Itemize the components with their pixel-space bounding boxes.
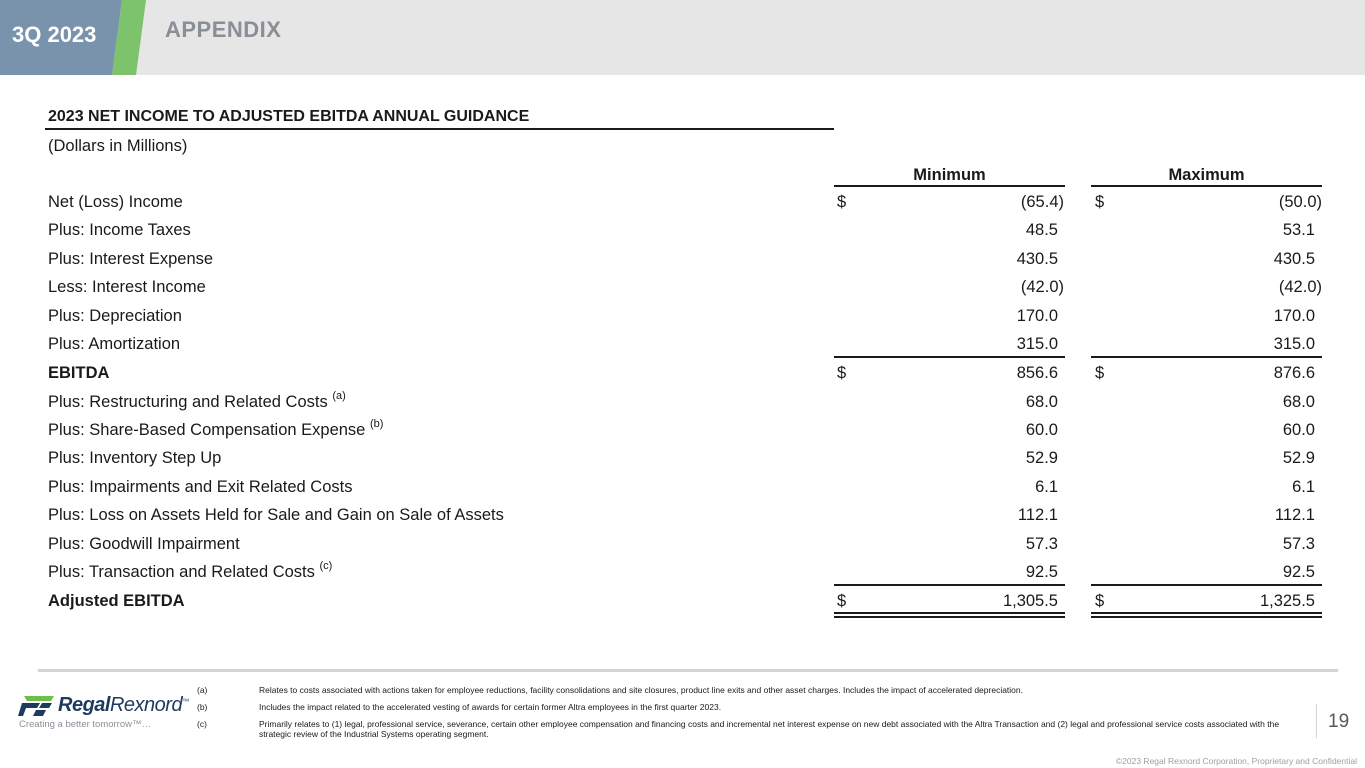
row-label: Plus: Amortization xyxy=(48,335,181,353)
dollar-sign: $ xyxy=(1095,592,1105,610)
minimum-value: 6.1 xyxy=(1035,478,1058,496)
dollar-sign: $ xyxy=(837,592,847,610)
total-rule-minimum xyxy=(834,584,1065,586)
table-row xyxy=(0,250,1365,278)
minimum-value: 856.6 xyxy=(1016,364,1058,382)
minimum-value: (65.4) xyxy=(1020,193,1064,211)
maximum-value: 57.3 xyxy=(1282,535,1315,553)
maximum-value: 315.0 xyxy=(1273,335,1315,353)
minimum-value: (42.0) xyxy=(1020,278,1064,296)
row-label: Less: Interest Income xyxy=(48,278,206,296)
row-label: EBITDA xyxy=(48,364,110,382)
maximum-value: 170.0 xyxy=(1273,307,1315,325)
table-row xyxy=(0,478,1365,506)
row-label: Plus: Interest Expense xyxy=(48,250,214,268)
minimum-value: 52.9 xyxy=(1025,449,1058,467)
row-label: Net (Loss) Income xyxy=(48,193,183,211)
units-label: (Dollars in Millions) xyxy=(48,137,188,155)
footnote-text: Relates to costs associated with actions taken for employee reductions, facility consolidations and site closures, product line exits and other asset charges. Includes the impact of accelerated depreciation. xyxy=(259,685,1023,695)
row-label: Plus: Income Taxes xyxy=(48,221,191,239)
table-row xyxy=(0,278,1365,306)
column-header-maximum: Maximum xyxy=(1168,166,1245,184)
minimum-value: 112.1 xyxy=(1017,506,1058,524)
table-title: 2023 NET INCOME TO ADJUSTED EBITDA ANNUAL GUIDANCE xyxy=(48,108,530,125)
maximum-value: 92.5 xyxy=(1282,563,1315,581)
double-rule-top-maximum xyxy=(1091,612,1322,614)
footnote-key: (a) xyxy=(197,685,208,695)
minimum-value: 68.0 xyxy=(1025,393,1058,411)
footnote-ref: (a) xyxy=(332,390,346,402)
section-title: APPENDIX xyxy=(165,17,282,42)
maximum-value: 876.6 xyxy=(1273,364,1315,382)
row-label-text: Plus: Restructuring and Related Costs xyxy=(48,393,333,411)
table-row xyxy=(0,560,1365,591)
table-row xyxy=(0,335,1365,363)
table-row xyxy=(0,418,1365,449)
dollar-sign: $ xyxy=(1095,364,1105,382)
maximum-value: 52.9 xyxy=(1282,449,1315,467)
row-label-text: Plus: Transaction and Related Costs xyxy=(48,563,320,581)
footnote-key: (b) xyxy=(197,702,208,712)
page-number: 19 xyxy=(1328,711,1350,732)
minimum-value: 57.3 xyxy=(1025,535,1058,553)
table-row xyxy=(0,449,1365,477)
minimum-value: 1,305.5 xyxy=(1002,592,1058,610)
logo-wordmark xyxy=(58,694,189,717)
dollar-sign: $ xyxy=(837,364,847,382)
page-number-divider xyxy=(1316,704,1317,738)
copyright-notice: ©2023 Regal Rexnord Corporation, Proprietary and Confidential xyxy=(1115,756,1357,766)
footer-divider xyxy=(38,669,1338,672)
minimum-value: 315.0 xyxy=(1016,335,1058,353)
column-header-rule-minimum xyxy=(834,185,1065,187)
table-row xyxy=(0,506,1365,534)
maximum-value: 53.1 xyxy=(1282,221,1315,239)
row-label xyxy=(48,560,333,582)
minimum-value: 430.5 xyxy=(1016,250,1058,268)
double-rule-bottom-maximum xyxy=(1091,616,1322,618)
footnote-text: Primarily relates to (1) legal, professional service, severance, certain other employee compensation and financing costs and incremental net interest expense on new debt associated with the Altra Transaction and (2) legal and professional service costs associated with the strategic review of the Industrial Systems operating segment. xyxy=(259,719,1280,739)
logo-part-rexnord: Rexnord xyxy=(109,694,183,716)
footnote-ref: (b) xyxy=(369,418,384,430)
table-row xyxy=(0,307,1365,335)
tagline: Creating a better tomorrow™… xyxy=(19,719,151,730)
row-label: Plus: Impairments and Exit Related Costs xyxy=(48,478,353,496)
row-label xyxy=(48,418,384,440)
double-rule-top-minimum xyxy=(834,612,1065,614)
quarter-label: 3Q 2023 xyxy=(12,22,97,47)
maximum-value: 430.5 xyxy=(1273,250,1315,268)
row-label-text: Plus: Share-Based Compensation Expense xyxy=(48,421,370,439)
footnote-text: Includes the impact related to the accelerated vesting of awards for certain former Altra employees in the first quarter 2023. xyxy=(259,702,722,712)
table-title-rule xyxy=(45,128,834,130)
maximum-value: 6.1 xyxy=(1292,478,1315,496)
maximum-value: 112.1 xyxy=(1274,506,1315,524)
logo-mark-icon xyxy=(18,696,54,716)
table-row xyxy=(0,390,1365,421)
row-label: Plus: Goodwill Impairment xyxy=(48,535,240,553)
minimum-value: 60.0 xyxy=(1025,421,1058,439)
maximum-value: 68.0 xyxy=(1282,393,1315,411)
minimum-value: 48.5 xyxy=(1025,221,1058,239)
column-header-minimum: Minimum xyxy=(913,166,986,184)
maximum-value: 60.0 xyxy=(1282,421,1315,439)
logo-trademark: ™ xyxy=(182,698,189,706)
column-header-rule-maximum xyxy=(1091,185,1322,187)
row-label: Plus: Loss on Assets Held for Sale and Gain on Sale of Assets xyxy=(48,506,504,524)
footnote-key: (c) xyxy=(197,719,207,729)
table-row-ebitda xyxy=(0,364,1365,392)
logo-part-regal: Regal xyxy=(58,694,110,716)
row-label: Adjusted EBITDA xyxy=(48,592,185,610)
row-label: Plus: Depreciation xyxy=(48,307,182,325)
minimum-value: 170.0 xyxy=(1016,307,1058,325)
dollar-sign: $ xyxy=(837,193,847,211)
table-row xyxy=(0,193,1365,221)
double-rule-bottom-minimum xyxy=(834,616,1065,618)
total-rule-maximum xyxy=(1091,584,1322,586)
subtotal-rule-minimum xyxy=(834,356,1065,358)
row-label xyxy=(48,390,346,412)
minimum-value: 92.5 xyxy=(1025,563,1058,581)
maximum-value: 1,325.5 xyxy=(1259,592,1315,610)
footnote-ref: (c) xyxy=(319,560,333,572)
maximum-value: (50.0) xyxy=(1278,193,1322,211)
regal-rexnord-logo xyxy=(18,694,189,718)
subtotal-rule-maximum xyxy=(1091,356,1322,358)
maximum-value: (42.0) xyxy=(1278,278,1322,296)
table-row xyxy=(0,221,1365,249)
quarter-tab xyxy=(0,0,135,75)
dollar-sign: $ xyxy=(1095,193,1105,211)
table-row xyxy=(0,535,1365,563)
row-label: Plus: Inventory Step Up xyxy=(48,449,222,467)
